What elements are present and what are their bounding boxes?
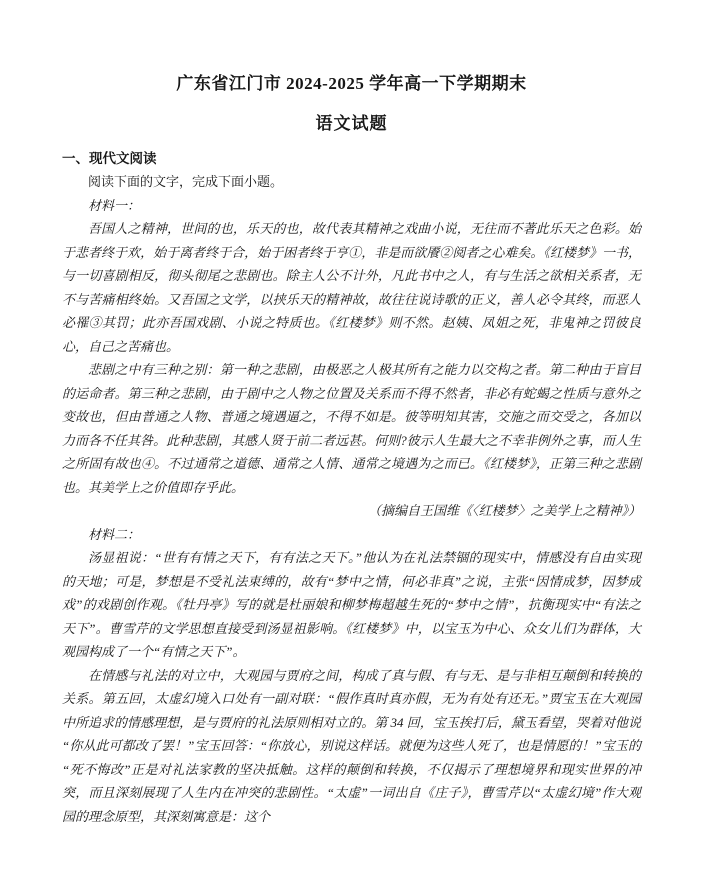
material1-attribution: （摘编自王国维《〈红楼梦〉之美学上之精神》） <box>367 503 641 518</box>
page-subtitle: 语文试题 <box>315 114 388 133</box>
material1-paragraph-2: 悲剧之中有三种之别：第一种之悲剧，由极恶之人极其所有之能力以交构之者。第二种由于盲目的运命者。第三种之悲剧，由于剧中之人物之位置及关系而不得不然者，非必有蛇蝎之性质与意外之变故也，但由普通之人物、普通之境遇逼之，不得不如是。彼等明知其害，交施之而交受之，各加以力而各不任其咎。此种悲剧，其感人贤于前二者远甚。何则?彼示人生最大之不幸非例外之事，而人生之所固有故也④。不过通常之道德、通常之人情、通常之境遇为之而已。《红楼梦》，正第三种之悲剧也。其美学上之价值即存乎此。 <box>62 362 641 495</box>
material2-label: 材料二： <box>88 526 141 542</box>
material2-paragraph-1: 汤显祖说：“世有有情之天下，有有法之天下。”他认为在礼法禁锢的现实中，情感没有自由实现的天地；可是，梦想是不受礼法束缚的，故有“梦中之情，何必非真”之说，主张“因情成梦，因梦成戏”的戏剧创作观。《牡丹亭》写的就是杜丽娘和柳梦梅超越生死的“梦中之情”，抗衡现实中“有法之天下”。曹雪芹的文学思想直接受到汤显祖影响。《红楼梦》中，以宝玉为中心、众女儿们为群体，大观园构成了一个“有情之天下”。 <box>62 550 641 659</box>
material2-paragraph-2: 在情感与礼法的对立中，大观园与贾府之间，构成了真与假、有与无、是与非相互颠倒和转换的关系。第五回，太虚幻境入口处有一副对联：“假作真时真亦假，无为有处有还无。”贾宝玉在大观园中所追求的情感理想，是与贾府的礼法原则相对立的。第 34 回，宝玉挨打后，黛玉看望，哭着对他说“你从此可都改了罢！”宝玉回答：“你放心，别说这样话。就便为这些人死了，也是情愿的！”宝玉的“死不悔改”正是对礼法家教的坚决抵触。这样的颠倒和转换，不仅揭示了理想境界和现实世界的冲突，而且深刻展现了人生内在冲突的悲剧性。“太虚”一词出自《庄子》，曹雪芹以“太虚幻境”作大观园的理念原型，其深刻寓意是：这个 <box>62 667 641 824</box>
page-title: 广东省江门市 2024-2025 学年高一下学期期末 <box>176 74 527 93</box>
material1-paragraph-1: 吾国人之精神，世间的也，乐天的也，故代表其精神之戏曲小说，无往而不著此乐天之色彩。始于悲者终于欢，始于离者终于合，始于困者终于亨①，非是而欲餍②阅者之心难矣。《红楼梦》一书，与一切喜剧相反，彻头彻尾之悲剧也。除主人公不计外，凡此书中之人，有与生活之欲相关系者，无不与苦痛相终始。又吾国之文学，以挟乐天的精神故，故往往说诗歌的正义，善人必令其终，而恶人必罹③其罚；此亦吾国戏剧、小说之特质也。《红楼梦》则不然。赵姨、凤姐之死，非鬼神之罚彼良心，自己之苦痛也。 <box>62 221 641 354</box>
section-heading-modern-text-reading: 一、现代文阅读 <box>62 151 157 166</box>
material1-label: 材料一： <box>88 197 141 213</box>
reading-instruction: 阅读下面的文字，完成下面小题。 <box>88 174 284 189</box>
document-body <box>62 170 641 828</box>
